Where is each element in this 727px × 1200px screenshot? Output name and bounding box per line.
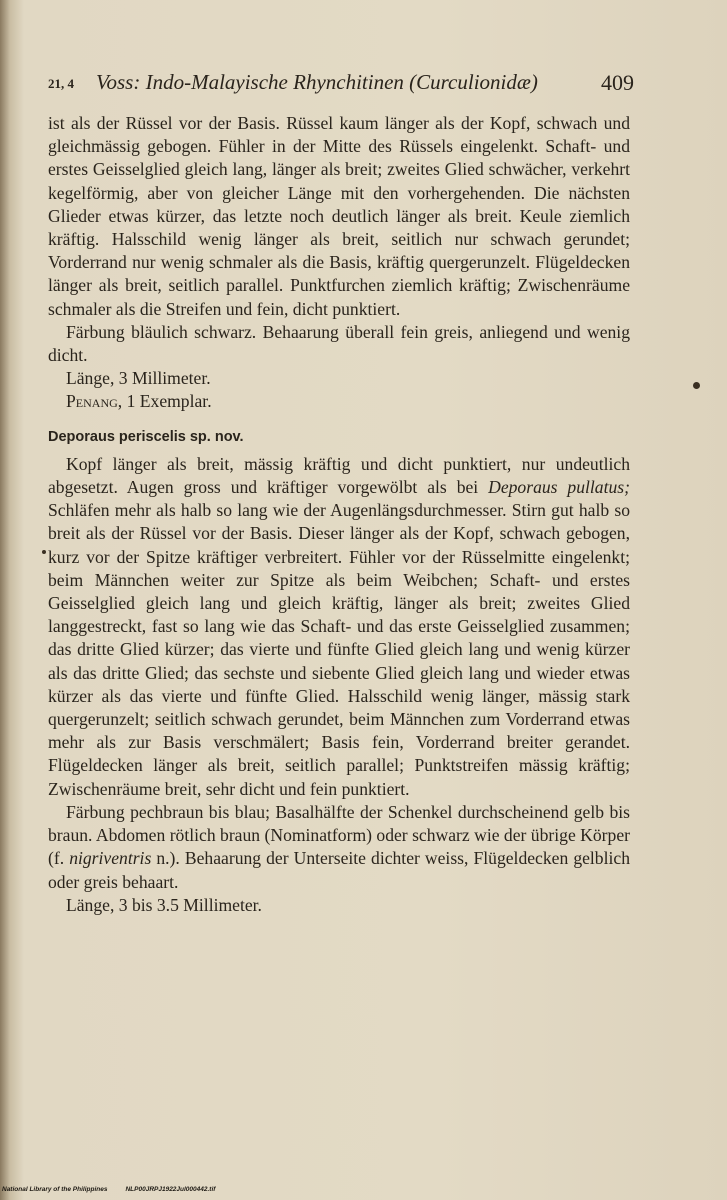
- form-name: nigriventris: [69, 848, 152, 869]
- ink-speck: [42, 550, 46, 554]
- coloration-part-1: Färbung pechbraun bis blau; Basalhälfte der Schenkel durchscheinend gelb bis braun. Abdomen rötlich braun (Nominatform) oder schwarz wie der übrige Körper (f.: [48, 801, 630, 869]
- coloration-paragraph: Färbung bläulich schwarz. Behaarung überall fein greis, anliegend und wenig dicht.: [48, 321, 630, 366]
- length-paragraph: Länge, 3 Millimeter.: [66, 368, 211, 389]
- running-header: [48, 70, 638, 104]
- section-number: 21, 4: [48, 76, 74, 91]
- comparison-species: Deporaus pullatus;: [488, 477, 630, 498]
- page-number: 409: [601, 70, 634, 95]
- species-designation: sp. nov.: [189, 428, 244, 445]
- scan-file-id: NLP00JRPJ1922Jul000442.tif: [125, 1186, 216, 1193]
- running-title: Voss: Indo-Malayische Rhynchitinen (Curculionidæ): [96, 70, 538, 94]
- scan-footer: [2, 1186, 702, 1193]
- species-description: [48, 453, 630, 801]
- continued-description: ist als der Rüssel vor der Basis. Rüssel kaum länger als der Kopf, schwach und gleichmässig gebogen. Fühler in der Mitte des Rüssels eingelenkt. Schaft- und erstes Geisselglied gleich lang, länger als breit; zweites Glied schwächer, verkehrt kegelförmig, aber von gleicher Länge mit den vorhergehenden. Die nächsten Glieder etwas kürzer, das letzte noch deutlich länger als breit. Keule ziemlich kräftig. Halsschild wenig länger als breit, seitlich nur schwach gerundet; Vorderrand nur wenig schmaler als die Basis, kräftig quergerunzelt. Flügeldecken länger als breit, seitlich parallel. Punktfurchen ziemlich kräftig; Zwischenräume schmaler als die Streifen und fein, dicht punktiert.: [48, 113, 630, 319]
- species-coloration: [48, 801, 630, 894]
- species-heading: [48, 426, 630, 449]
- species-length: Länge, 3 bis 3.5 Millimeter.: [66, 894, 262, 915]
- coloration-part-2: n.). Behaarung der Unterseite dichter weiss, Flügeldecken gelblich oder greis behaart.: [48, 848, 630, 892]
- locality-paragraph: [48, 390, 630, 413]
- locality-count: , 1 Exemplar.: [117, 391, 212, 412]
- locality-place: Penang: [66, 391, 118, 412]
- species-name: Deporaus periscelis: [48, 428, 186, 445]
- ink-speck: [693, 382, 700, 389]
- library-credit: National Library of the Philippines: [2, 1186, 108, 1193]
- article-body: [48, 112, 630, 917]
- description-part-1: Kopf länger als breit, mässig kräftig und dicht punktiert, nur undeutlich abgesetzt. Augen gross und kräftiger vorgewölbt als bei: [48, 453, 630, 498]
- description-part-2: Schläfen mehr als halb so lang wie der Augenlängsdurchmesser. Stirn gut halb so breit als der Rüssel vor der Basis. Dieser länger als der Kopf, schwach gebogen, kurz vor der Spitze kräftiger verbreitert. Fühler vor der Rüsselmitte eingelenkt; beim Männchen weiter zur Spitze als beim Weibchen; Schaft- und erstes Geisselglied gleich lang und gleich kräftig, länger als breit; zweites Glied langgestreckt, fast so lang wie das Schaft- und das erste Geisselglied zusammen; das dritte Glied kürzer; das vierte und fünfte Glied gleich lang und wenig kürzer als das dritte Glied; das sechste und siebente Glied gleich lang und wieder etwas kürzer als das vierte und fünfte Glied. Halsschild wenig länger, mässig stark quergerunzelt; seitlich schwach gerundet, beim Männchen zum Vorderrand etwas mehr als zur Basis verschmälert; Basis fein, Vorderrand breiter gerandet. Flügeldecken länger als breit, seitlich parallel; Punktstreifen mässig kräftig; Zwischenräume breit, sehr dicht und fein punktiert.: [48, 500, 630, 799]
